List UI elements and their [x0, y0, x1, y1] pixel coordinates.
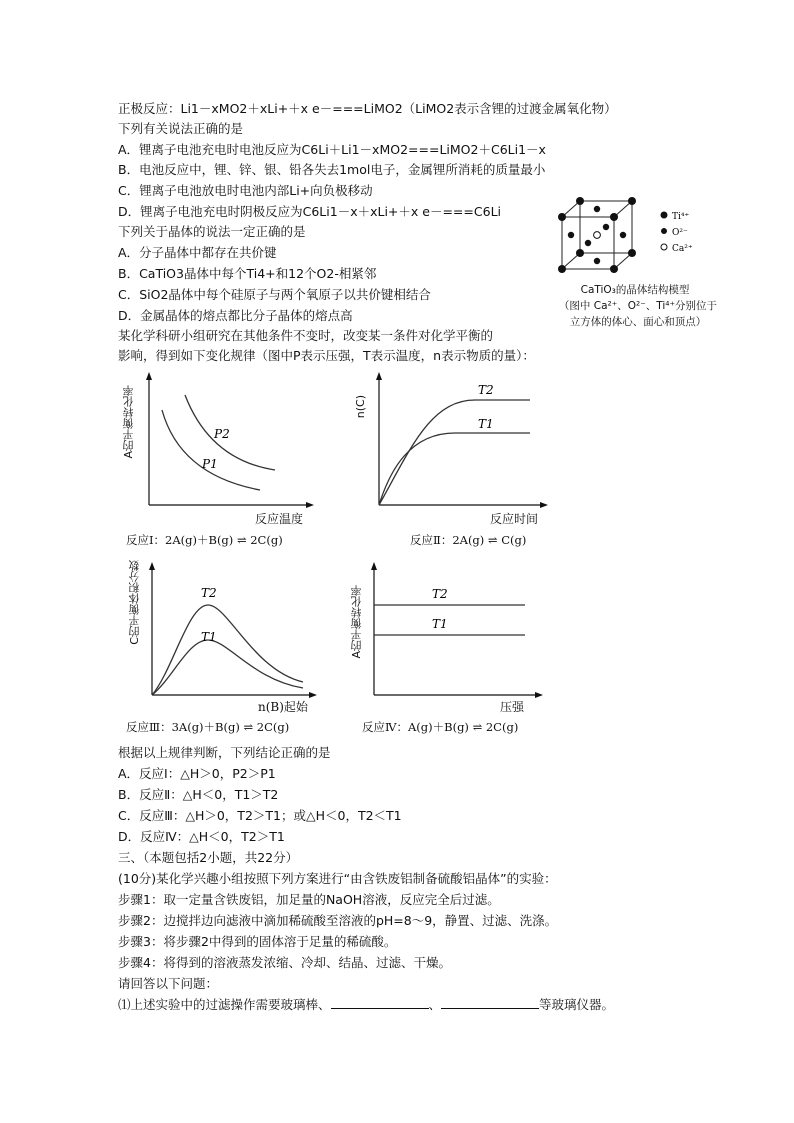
text-line: D．金属晶体的熔点都比分子晶体的熔点高: [118, 308, 353, 323]
chart1-curve-p1: [162, 410, 260, 490]
text-line: C．锂离子电池放电时电池内部Li+向负极移动: [118, 183, 373, 198]
answer-blank-1[interactable]: [331, 996, 429, 1009]
chart3-xlabel: n(B)起始: [258, 700, 308, 714]
text-line: (10分)某化学兴趣小组按照下列方案进行“由含铁废铝制备硫酸铝晶体”的实验：: [118, 871, 557, 886]
question-sep: 、: [428, 997, 442, 1012]
chart4-label-t2: T2: [432, 587, 448, 601]
text-line: 影响，得到如下变化规律（图中P表示压强，T表示温度，n表示物质的量）：: [118, 348, 535, 363]
chart1: [140, 370, 315, 510]
section-heading: 三、（本题包括2小题，共22分）: [118, 850, 299, 865]
chart3-caption: 反应Ⅲ：3A(g)＋B(g) ⇌ 2C(g): [126, 720, 290, 734]
chart2-curve-t2: [379, 400, 530, 505]
chart3-curve-t1: [152, 640, 303, 695]
chart4-ylabel: A的平衡转化率: [350, 585, 363, 659]
text-line: C．反应Ⅲ：△H＞0，T2＞T1；或△H＜0，T2＜T1: [118, 808, 402, 823]
chart3-label-t2: T2: [201, 586, 217, 600]
crystal-caption-title: CaTiO₃的晶体结构模型: [580, 284, 690, 296]
chart1-xlabel: 反应温度: [255, 512, 304, 526]
chart2-caption: 反应Ⅱ：2A(g) ⇌ C(g): [410, 533, 527, 547]
chart1-caption: 反应Ⅰ：2A(g)＋B(g) ⇌ 2C(g): [126, 533, 283, 547]
text-line: 正极反应：Li1－xMO2＋xLi+＋x e－===LiMO2（LiMO2表示含锂的过渡金属氧化物）: [118, 101, 617, 116]
text-line: D．反应Ⅳ：△H＜0，T2＞T1: [118, 829, 285, 844]
chart3: [143, 560, 318, 700]
text-line: C．SiO2晶体中每个硅原子与两个氧原子以共价键相结合: [118, 287, 431, 302]
question-suffix: 等玻璃仪器。: [539, 997, 615, 1012]
chart3-label-t1: T1: [201, 630, 217, 644]
chart4-xlabel: 压强: [500, 700, 525, 714]
chart2: [370, 370, 550, 510]
chart2-ylabel: n(C): [354, 395, 367, 419]
chart2-xlabel: 反应时间: [490, 512, 539, 526]
chart1-label-p2: P2: [214, 427, 230, 441]
chart4: [365, 560, 545, 700]
legend-ti: Ti⁴⁺: [672, 212, 690, 222]
crystal-structure-diagram: [552, 195, 732, 280]
legend-o: O²⁻: [672, 228, 688, 238]
chart1-curve-p2: [185, 395, 275, 470]
text-line: 请回答以下问题：: [118, 976, 219, 991]
text-line: D．锂离子电池充电时阴极反应为C6Li1－x＋xLi+＋x e－===C6Li: [118, 204, 502, 219]
text-line: A．反应Ⅰ：△H＞0，P2＞P1: [118, 766, 276, 781]
text-line: 步骤2：边搅拌边向滤液中滴加稀硫酸至溶液的pH=8～9，静置、过滤、洗涤。: [118, 913, 558, 928]
legend-ca: Ca²⁺: [672, 244, 693, 254]
crystal-caption-line3: 立方体的体心、面心和顶点）: [569, 316, 707, 328]
text-line: B．反应Ⅱ：△H＜0，T1＞T2: [118, 787, 279, 802]
text-line: 根据以上规律判断，下列结论正确的是: [118, 745, 331, 760]
text-line: 步骤1：取一定量含铁废铝，加足量的NaOH溶液，反应完全后过滤。: [118, 892, 500, 907]
chart2-label-t1: T1: [478, 417, 494, 431]
chart1-ylabel: A的平衡转化率: [122, 385, 135, 459]
text-line: 某化学科研小组研究在其他条件不变时，改变某一条件对化学平衡的: [118, 328, 494, 343]
crystal-caption-line2: （图中 Ca²⁺、O²⁻、Ti⁴⁺分别位于: [558, 300, 718, 312]
chart3-ylabel: C的平衡体积分数: [128, 560, 141, 645]
question-line: [118, 996, 614, 1013]
text-line: 步骤3：将步骤2中得到的固体溶于足量的稀硫酸。: [118, 934, 397, 949]
text-line: 步骤4：将得到的溶液蒸发浓缩、冷却、结晶、过滤、干燥。: [118, 955, 451, 970]
text-line: A．分子晶体中都存在共价键: [118, 245, 277, 260]
text-line: A．锂离子电池充电时电池反应为C6Li＋Li1－xMO2===LiMO2＋C6Li1－x: [118, 142, 546, 157]
chart2-label-t2: T2: [478, 383, 494, 397]
text-line: B．CaTiO3晶体中每个Ti4+和12个O2-相紧邻: [118, 266, 377, 281]
answer-blank-2[interactable]: [441, 996, 539, 1009]
chart1-label-p1: P1: [202, 457, 218, 471]
text-line: 下列有关说法正确的是: [118, 121, 244, 136]
chart4-label-t1: T1: [432, 617, 448, 631]
chart4-caption: 反应Ⅳ：A(g)＋B(g) ⇌ 2C(g): [362, 720, 519, 734]
question-prefix: ⑴上述实验中的过滤操作需要玻璃棒、: [118, 997, 331, 1012]
text-line: 下列关于晶体的说法一定正确的是: [118, 224, 306, 239]
text-line: B．电池反应中，锂、锌、银、铅各失去1mol电子，金属锂所消耗的质量最小: [118, 162, 546, 177]
chart2-curve-t1: [379, 433, 530, 505]
